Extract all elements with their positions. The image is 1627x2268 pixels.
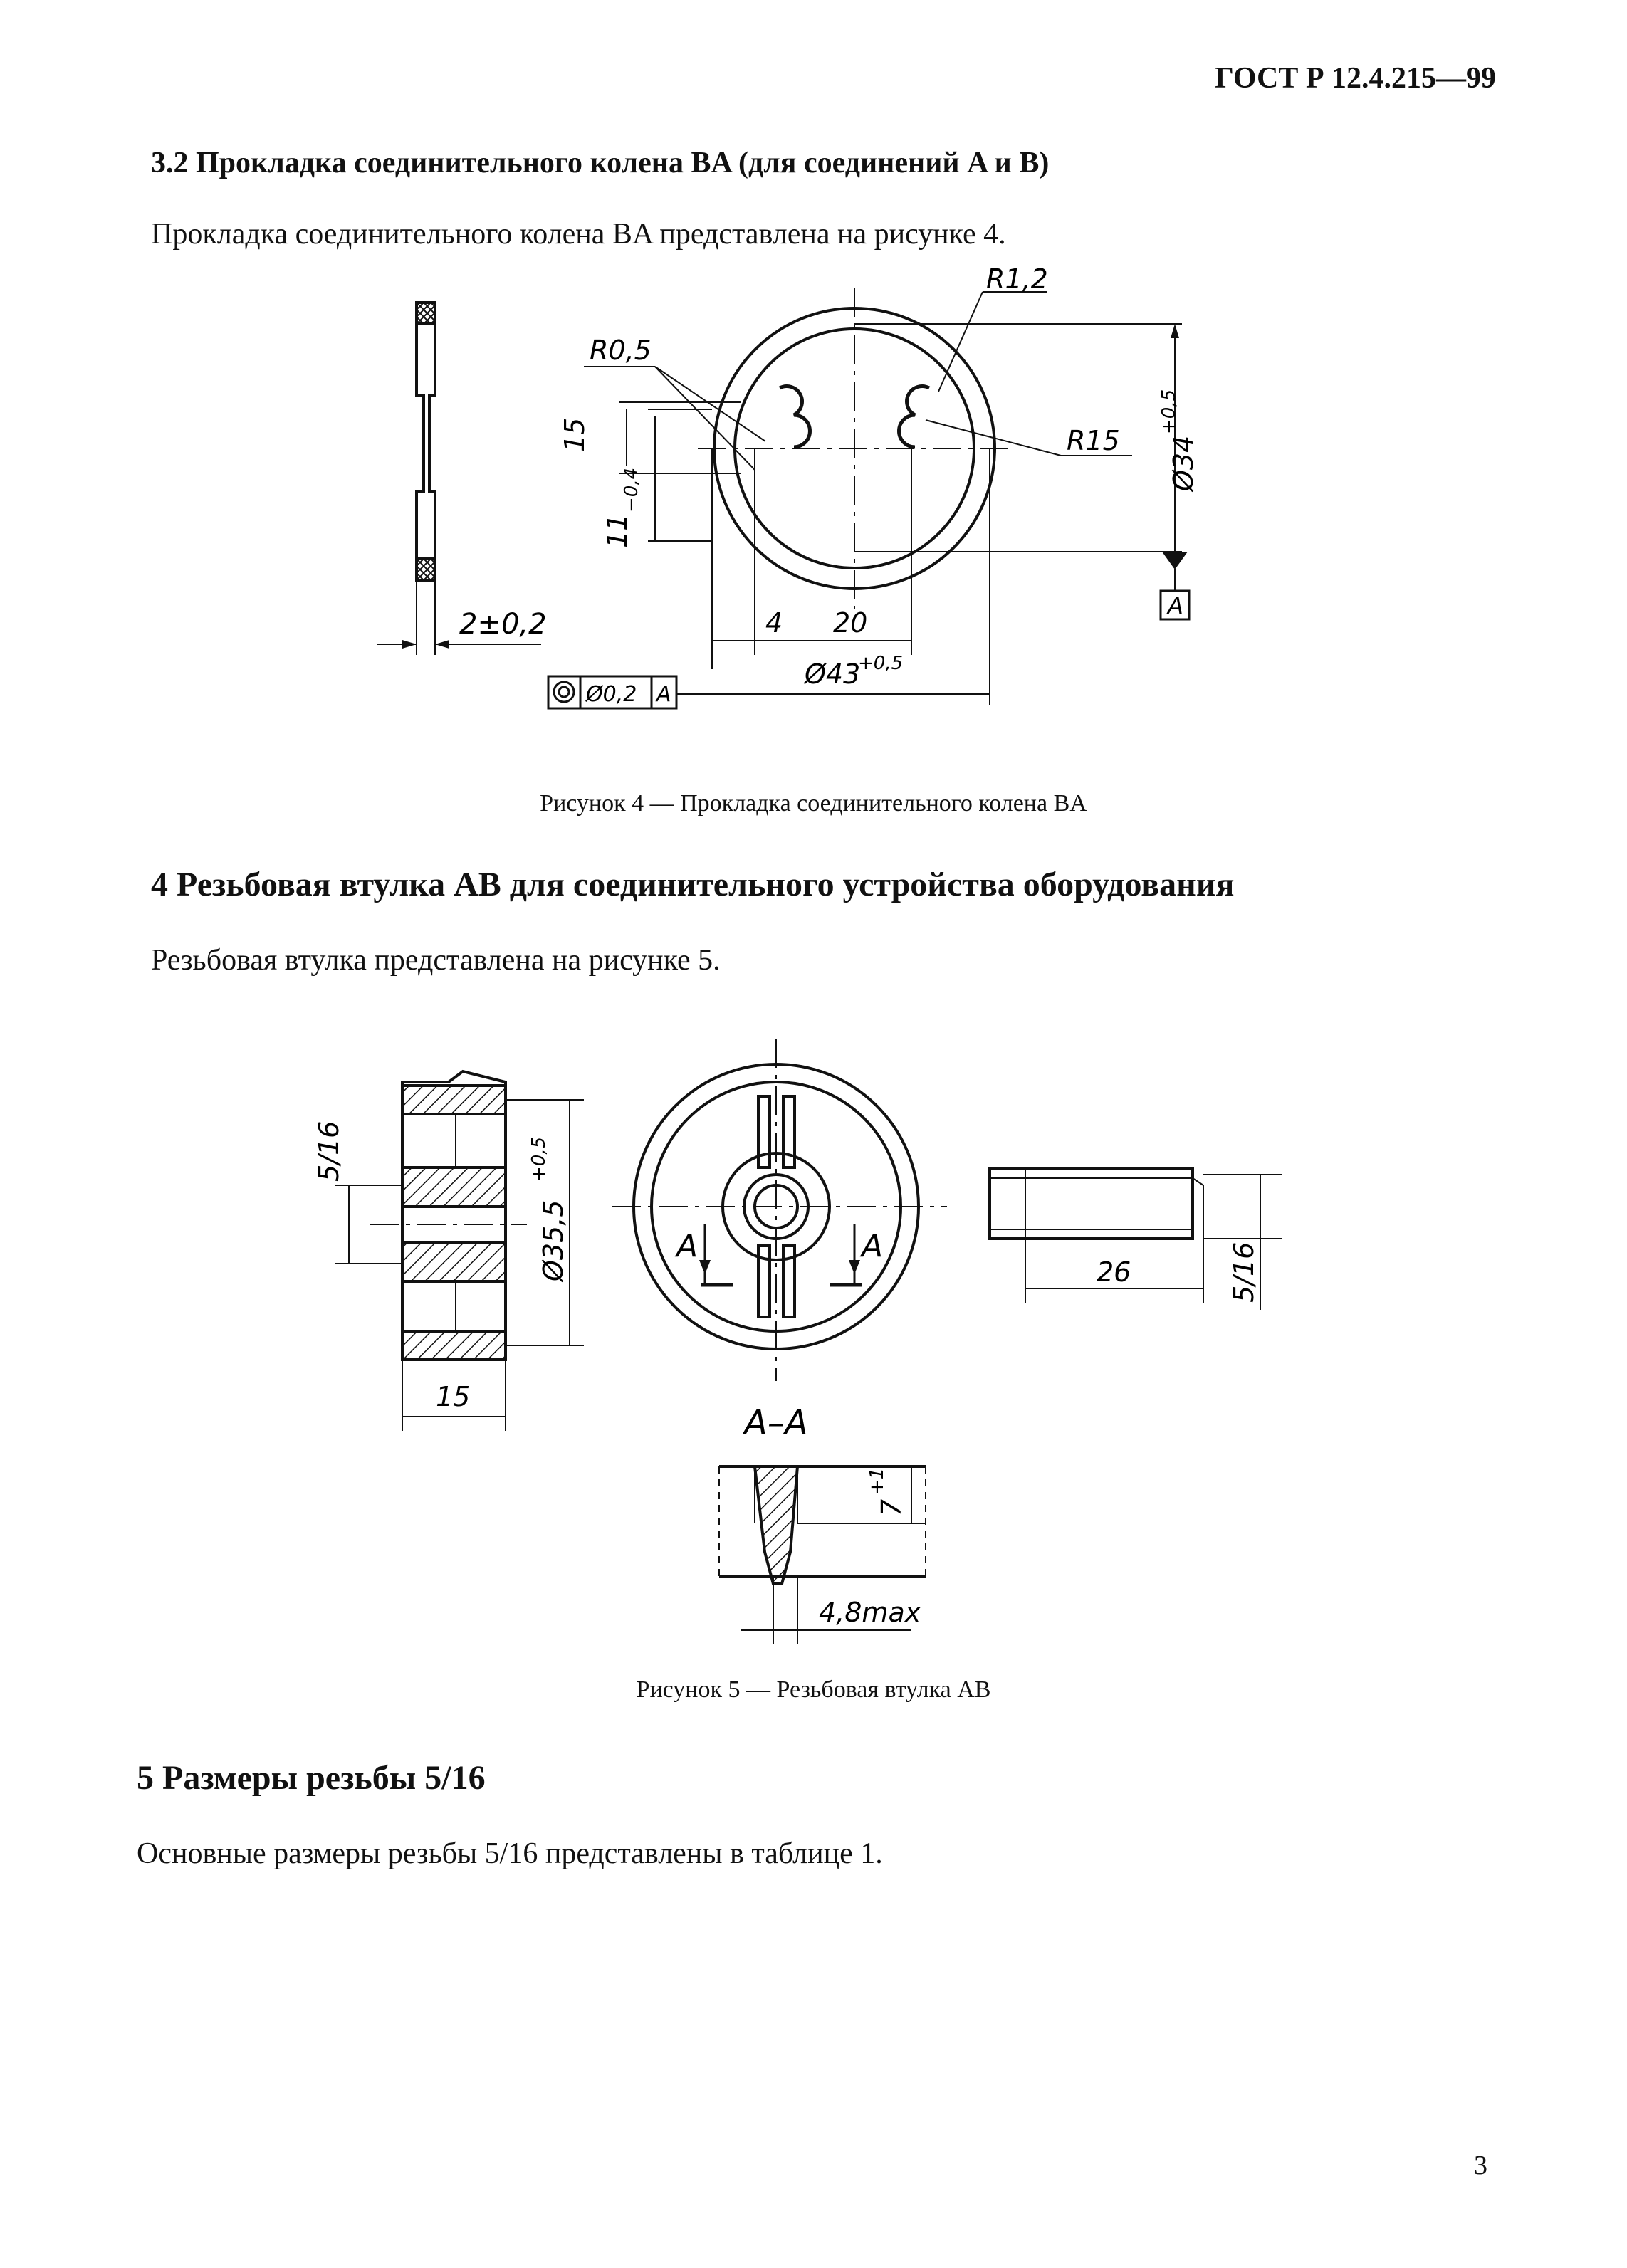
fig4-h11-tol: −0,4 <box>621 467 642 513</box>
fig5-h516-label: 5/16 <box>1228 1241 1260 1303</box>
fig5-depth-label: 7 <box>876 1498 907 1516</box>
fig4-datum-label: A <box>1168 592 1183 619</box>
bushing-side-section <box>370 1071 527 1360</box>
fig5-w26-label: 26 <box>1097 1256 1131 1288</box>
fig5-max-label: 4,8max <box>819 1597 921 1628</box>
section-3-2-heading: 3.2 Прокладка соединительного колена BA (для соединений A и B) <box>151 147 1050 179</box>
figure-5-caption: Рисунок 5 — Резьбовая втулка AB <box>636 1676 991 1703</box>
section-3-2-text: Прокладка соединительного колена BA представлена на рисунке 4. <box>151 218 1006 251</box>
fig5-depth-tol: +1 <box>867 1467 888 1495</box>
fig5-d355-tol: +0,5 <box>528 1136 550 1182</box>
section-4-text: Резьбовая втулка представлена на рисунке 5. <box>151 944 721 977</box>
document-id: ГОСТ Р 12.4.215—99 <box>1215 62 1496 95</box>
fig4-r05-label: R0,5 <box>590 335 652 366</box>
fig5-section-marker-left: A <box>676 1228 699 1264</box>
fig5-d355-label: Ø35,5 <box>538 1199 569 1281</box>
bushing-section-aa <box>719 1466 926 1584</box>
fig4-thickness-label: 2±0,2 <box>459 608 547 641</box>
fig4-tolerance-datum: A <box>656 682 671 707</box>
fig4-d43-tol: +0,5 <box>858 653 904 674</box>
fig4-r12-label: R1,2 <box>986 263 1048 295</box>
section-4-heading: 4 Резьбовая втулка AB для соединительного устройства оборудования <box>151 866 1235 903</box>
fig5-thread-label: 5/16 <box>313 1120 345 1182</box>
fig4-tolerance-value: Ø0,2 <box>586 682 637 707</box>
fig4-h11-label: 11 <box>602 513 633 548</box>
fig4-h15-label: 15 <box>559 417 590 452</box>
section-5-heading: 5 Размеры резьбы 5/16 <box>137 1759 486 1797</box>
fig4-d34-tol: +0,5 <box>1158 389 1180 434</box>
fig4-r15-label: R15 <box>1067 425 1120 456</box>
page-number: 3 <box>1474 2151 1487 2180</box>
fig4-d34-label: Ø34 <box>1168 435 1199 491</box>
fig5-section-marker-right: A <box>862 1228 884 1264</box>
fig5-w15-label: 15 <box>436 1381 471 1412</box>
fig5-section-title: A–A <box>744 1403 808 1443</box>
fig4-w20-label: 20 <box>833 607 868 639</box>
bushing-front-view <box>612 1039 947 1381</box>
bushing-thread-view <box>990 1169 1203 1239</box>
fig4-w4-label: 4 <box>765 607 783 639</box>
fig4-d43-label: Ø43 <box>805 658 861 690</box>
figure-4-caption: Рисунок 4 — Прокладка соединительного колена BA <box>540 790 1087 817</box>
section-5-text: Основные размеры резьбы 5/16 представлены в таблице 1. <box>137 1837 883 1870</box>
